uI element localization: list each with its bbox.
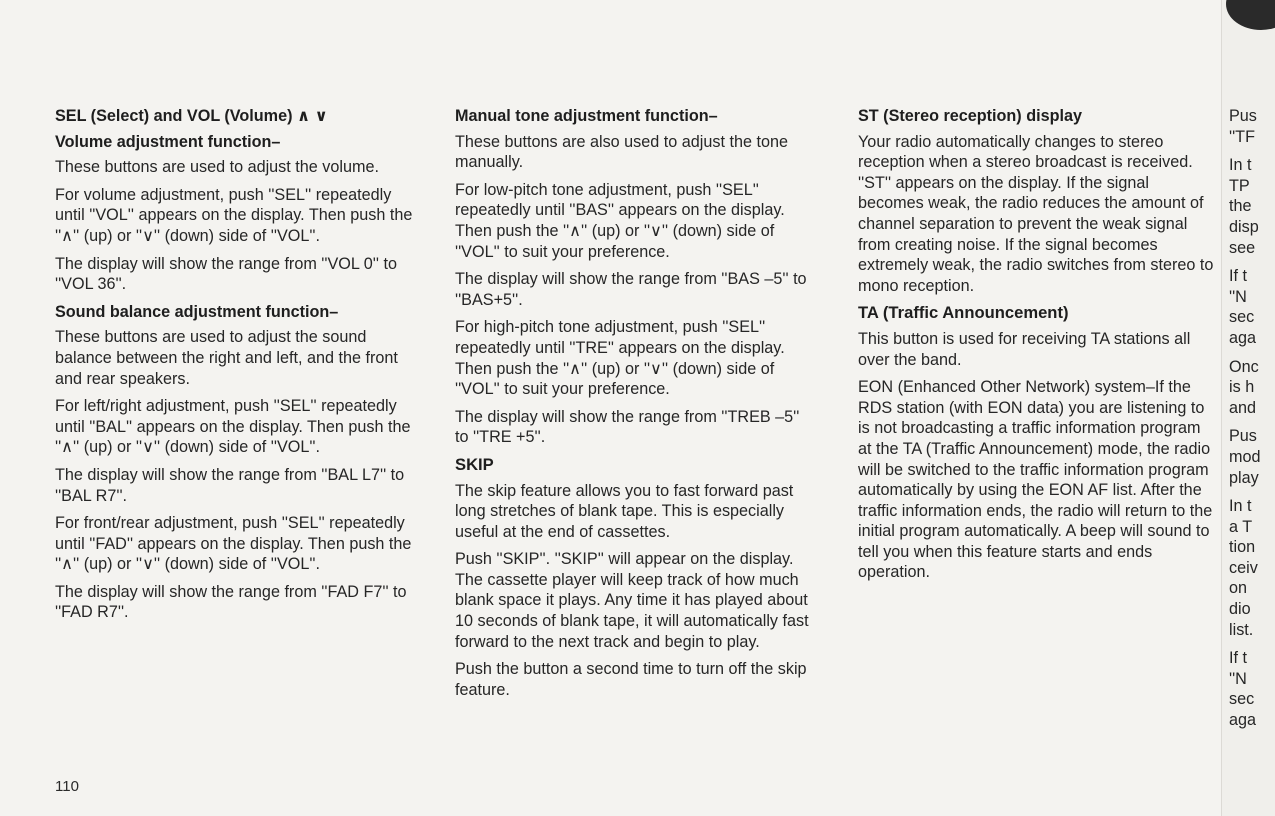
heading-volume-adjustment: Volume adjustment function– xyxy=(55,132,281,151)
cutoff-line: sec xyxy=(1229,690,1255,709)
paragraph: The display will show the range from ''BAS –5'' to ''BAS+5''. xyxy=(455,270,807,309)
cutoff-line: If t xyxy=(1229,267,1247,286)
cutoff-line: tion xyxy=(1229,538,1256,557)
cutoff-line: list. xyxy=(1229,620,1254,639)
paragraph: The display will show the range from ''VOL 0'' to ''VOL 36''. xyxy=(55,254,397,294)
paragraph: For left/right adjustment, push ''SEL'' repeatedly until ''BAL'' appears on the display. Then push the ''∧'' (up) or ''∨'' (down) side of ''VOL''. xyxy=(55,397,411,457)
cutoff-line: disp xyxy=(1229,217,1259,236)
paragraph: For front/rear adjustment, push ''SEL'' repeatedly until ''FAD'' appears on the display. Then push the ''∧'' (up) or ''∨'' (down) side of ''VOL''. xyxy=(55,514,412,574)
paragraph: Your radio automatically changes to stereo reception when a stereo broadcast is received. ''ST'' appears on the display. If the signal becomes weak, the radio reduces the amount of channel separation to prevent the weak signal from creating noise. If the signal becomes extremely weak, the radio switches from stereo to mono reception. xyxy=(858,132,1214,295)
column-2 xyxy=(455,106,817,707)
heading-st-stereo: ST (Stereo reception) display xyxy=(858,107,1082,125)
cutoff-line: ''N xyxy=(1229,287,1247,306)
column-1 xyxy=(55,106,414,630)
cutoff-line: dio xyxy=(1229,600,1251,619)
paragraph: For volume adjustment, push ''SEL'' repeatedly until ''VOL'' appears on the display. Then push the ''∧'' (up) or ''∨'' (down) side of ''VOL''. xyxy=(55,185,413,245)
cutoff-line: mod xyxy=(1229,447,1261,466)
cutoff-line: In t xyxy=(1229,156,1252,175)
cutoff-line: on xyxy=(1229,579,1248,598)
cutoff-line: ceiv xyxy=(1229,558,1258,577)
paragraph: The skip feature allows you to fast forward past long stretches of blank tape. This is especially useful at the end of cassettes. xyxy=(455,481,794,541)
cutoff-line: Onc xyxy=(1229,357,1259,376)
binding-corner-shadow xyxy=(1226,0,1275,30)
cutoff-line: ''TF xyxy=(1229,127,1255,146)
paragraph: These buttons are used to adjust the sound balance between the right and left, and the front and rear speakers. xyxy=(55,328,398,388)
heading-skip: SKIP xyxy=(455,454,494,474)
cutoff-line: aga xyxy=(1229,711,1257,730)
cutoff-line: TP xyxy=(1229,176,1250,195)
paragraph: The display will show the range from ''FAD F7'' to ''FAD R7''. xyxy=(55,582,407,622)
heading-ta-traffic: TA (Traffic Announcement) xyxy=(858,303,1069,323)
cutoff-line: a T xyxy=(1229,517,1253,536)
cutoff-line: sec xyxy=(1229,308,1255,327)
paragraph: The display will show the range from ''BAL L7'' to ''BAL R7''. xyxy=(55,465,405,505)
page-number: 110 xyxy=(55,778,79,795)
cutoff-line: and xyxy=(1229,398,1257,417)
cutoff-line: ''N xyxy=(1229,669,1247,688)
cutoff-line: is h xyxy=(1229,378,1255,397)
paragraph: These buttons are also used to adjust the tone manually. xyxy=(455,132,788,172)
heading-sel-vol: SEL (Select) and VOL (Volume) ∧ ∨ xyxy=(55,107,328,125)
paragraph: For low-pitch tone adjustment, push ''SEL'' repeatedly until ''BAS'' appears on the display. Then push the ''∧'' (up) or ''∨'' (down) side of ''VOL'' to suit your preference. xyxy=(455,180,785,261)
paragraph: EON (Enhanced Other Network) system–If the RDS station (with EON data) you are listening to is not broadcasting a traffic information program at the TA (Traffic Announcement) mode, the radio will be switched to the traffic information program automatically by using the EON AF list. After the traffic information ends, the radio will return to the initial program automatically. A beep will sound to tell you when this feature starts and ends operation. xyxy=(858,378,1213,582)
cutoff-line: If t xyxy=(1229,649,1247,668)
paragraph: These buttons are used to adjust the volume. xyxy=(55,158,379,177)
paragraph: The display will show the range from ''TREB –5'' to ''TRE +5''. xyxy=(455,407,800,447)
cutoff-line: In t xyxy=(1229,497,1252,516)
paragraph: For high-pitch tone adjustment, push ''SEL'' repeatedly until ''TRE'' appears on the display. Then push the ''∧'' (up) or ''∨'' (down) side of ''VOL'' to suit your preference. xyxy=(455,318,785,399)
column-3 xyxy=(858,106,1214,590)
cutoff-line: aga xyxy=(1229,328,1257,347)
cutoff-line: see xyxy=(1229,238,1256,257)
cutoff-line: Pus xyxy=(1229,107,1257,125)
heading-sound-balance: Sound balance adjustment function– xyxy=(55,302,339,321)
heading-manual-tone: Manual tone adjustment function– xyxy=(455,107,718,125)
cutoff-line: play xyxy=(1229,468,1259,487)
paragraph: Push the button a second time to turn off the skip feature. xyxy=(455,660,807,699)
paragraph: This button is used for receiving TA stations all over the band. xyxy=(858,329,1191,369)
column-4-cutoff xyxy=(1229,106,1275,731)
cutoff-line: the xyxy=(1229,197,1252,216)
cutoff-line: Pus xyxy=(1229,427,1257,446)
paragraph: Push ''SKIP''. ''SKIP'' will appear on the display. The cassette player will keep track of how much blank space it plays. Any time it has played about 10 seconds of blank tape, it will automatically fast forward to the next track and begin to play. xyxy=(455,550,809,651)
